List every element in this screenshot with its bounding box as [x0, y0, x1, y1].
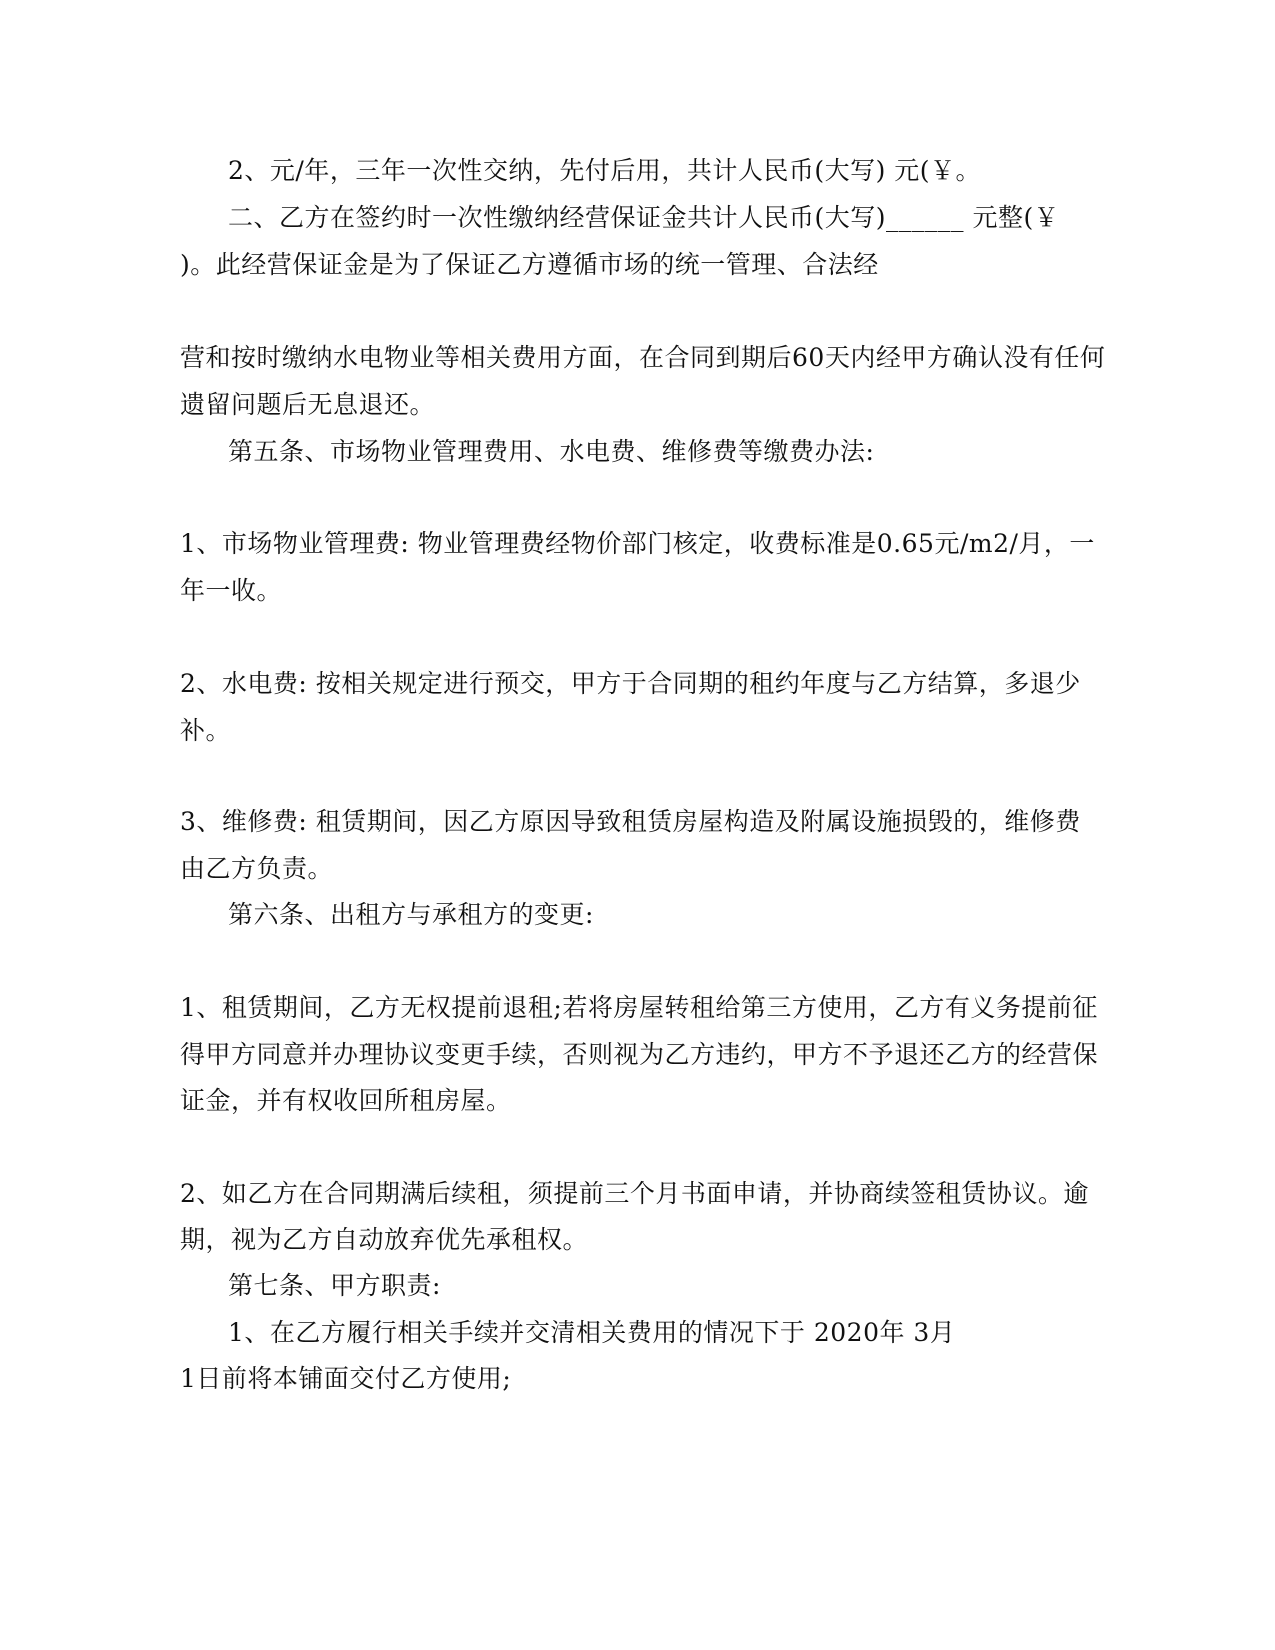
paragraph-line: 得甲方同意并办理协议变更手续，否则视为乙方违约，甲方不予退还乙方的经营保 — [180, 1040, 1099, 1069]
paragraph-line: 2、水电费: 按相关规定进行预交，甲方于合同期的租约年度与乙方结算，多退少 — [180, 669, 1081, 698]
paragraph-line: 补。 — [180, 716, 232, 745]
section-heading: 第六条、出租方与承租方的变更: — [228, 900, 594, 929]
paragraph-line: 由乙方负责。 — [180, 854, 334, 883]
paragraph-line: 1、租赁期间，乙方无权提前退租;若将房屋转租给第三方使用，乙方有义务提前征 — [180, 993, 1098, 1022]
paragraph-line: 营和按时缴纳水电物业等相关费用方面，在合同到期后60天内经甲方确认没有任何 — [180, 343, 1106, 372]
paragraph-line: 1、市场物业管理费: 物业管理费经物价部门核定，收费标准是0.65元/m2/月，一 — [180, 529, 1095, 558]
paragraph-line: 1日前将本铺面交付乙方使用; — [180, 1364, 512, 1393]
section-heading: 第五条、市场物业管理费用、水电费、维修费等缴费办法: — [228, 437, 875, 466]
paragraph-line: 1、在乙方履行相关手续并交清相关费用的情况下于 2020年 3月 — [228, 1318, 956, 1347]
paragraph-line: 期，视为乙方自动放弃优先承租权。 — [180, 1225, 589, 1254]
paragraph-line: 遗留问题后无息退还。 — [180, 390, 436, 419]
paragraph-line: )。此经营保证金是为了保证乙方遵循市场的统一管理、合法经 — [180, 250, 879, 279]
paragraph-line: 年一收。 — [180, 576, 283, 605]
paragraph-line: 2、元/年，三年一次性交纳，先付后用，共计人民币(大写) 元(￥。 — [228, 156, 982, 185]
paragraph-line: 2、如乙方在合同期满后续租，须提前三个月书面申请，并协商续签租赁协议。逾 — [180, 1179, 1089, 1208]
section-heading: 第七条、甲方职责: — [228, 1271, 441, 1300]
paragraph-line: 二、乙方在签约时一次性缴纳经营保证金共计人民币(大写)______ 元整(￥ — [228, 203, 1060, 232]
paragraph-line: 3、维修费: 租赁期间，因乙方原因导致租赁房屋构造及附属设施损毁的，维修费 — [180, 807, 1081, 836]
paragraph-line: 证金，并有权收回所租房屋。 — [180, 1086, 512, 1115]
